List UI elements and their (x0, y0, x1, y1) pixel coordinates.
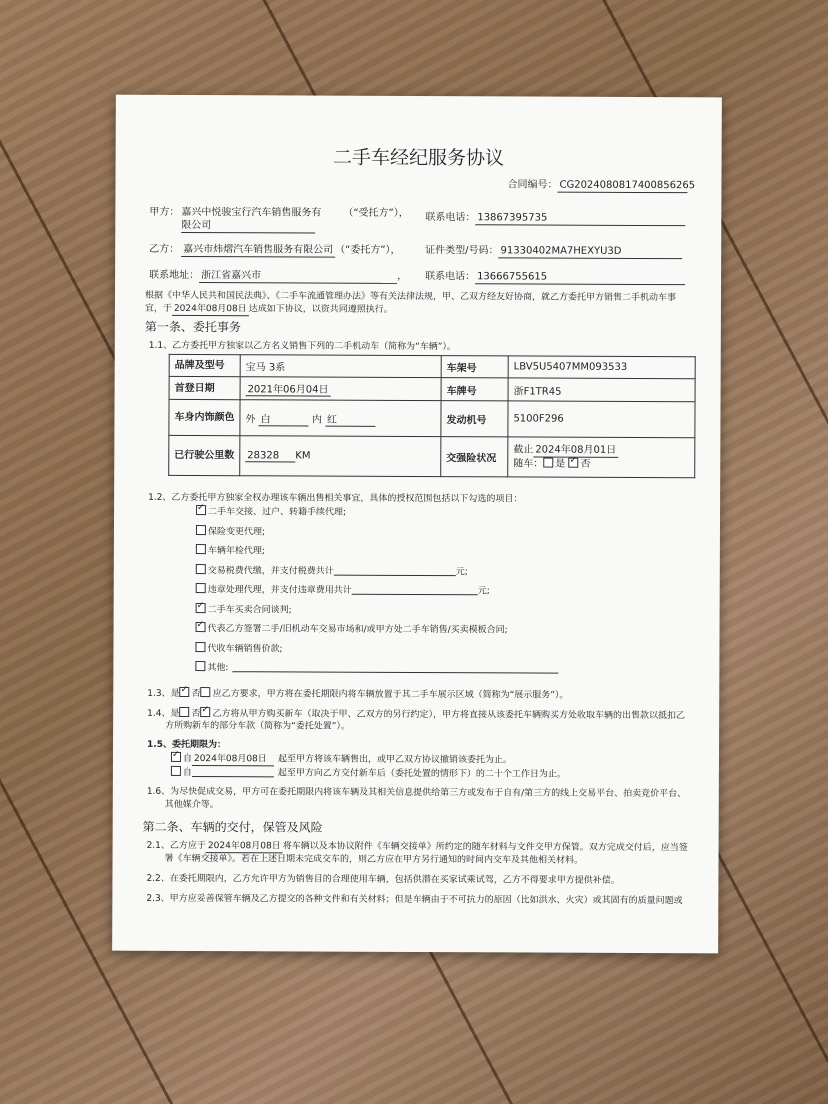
term-text1: 起至甲方将该车辆售出，或甲乙双方协议撤销该委托为止。 (277, 754, 513, 766)
option-checkbox[interactable] (196, 564, 206, 574)
clause-1-3-no-checkbox[interactable] (201, 687, 211, 697)
clause-1-3 (147, 687, 568, 702)
insurance-label: 交强险状况 (441, 437, 508, 477)
list-item (195, 622, 558, 643)
no-label: 否 (191, 709, 201, 720)
vin-label: 车架号 (441, 356, 508, 378)
party-b-phone (425, 270, 685, 285)
party-b-address-label: 联系地址： (149, 269, 200, 282)
contract-number (507, 178, 696, 193)
clause-2-3: 2.3、甲方应妥善保管车辆及乙方提交的各种文件和有关材料；但是车辆由于不可抗力的原因（比如洪水、火灾）或其固有的质量问题或 (146, 893, 683, 907)
from-label: 自 (182, 767, 192, 779)
clause-1-4-yes-checkbox[interactable] (179, 707, 189, 717)
list-item (196, 525, 559, 546)
clause-1-3-yes-checkbox[interactable] (180, 687, 190, 697)
table-row (169, 435, 695, 477)
party-b-name-row (181, 243, 400, 258)
reg-date-label: 首登日期 (169, 376, 240, 399)
plate-label: 车牌号 (441, 378, 508, 401)
insurance-date: 2024年08月01日 (533, 444, 618, 458)
clause-text: 将车辆以及本协议附件《车辆交接单》所约定的随车材料与文件交甲方保管。双方完成交付后，应当签 (282, 841, 688, 854)
engine-value: 5100F296 (508, 401, 695, 438)
int-color-prefix: 内 (311, 414, 322, 426)
clause-2-2: 2.2、在委托期限内，乙方允许甲方为销售目的合理使用车辆，包括供潜在买家试乘试驾，乙方不得要求甲方提供补偿。 (146, 873, 620, 886)
clause-1-2: 1.2、乙方委托甲方独家全权办理该车辆出售相关事宜，具体的授权范围包括以下勾选的项目： (148, 492, 523, 505)
clause-1-5-option1 (171, 752, 512, 767)
delivery-date: 2024年08月08日 (206, 840, 283, 853)
clause-2-1-line2: 署《车辆交接单》。若在上述日期未完成交车的，则乙方应在甲方另行通知的时间内交车及其他相关材料。 (164, 853, 584, 866)
vehicle-table (168, 354, 696, 478)
option-checkbox[interactable] (196, 622, 206, 632)
option-suffix: 元; (455, 566, 468, 577)
term-date2-field[interactable] (192, 766, 274, 777)
clause-1-5-heading: 1.5、委托期限为： (147, 739, 227, 751)
list-item (196, 564, 559, 585)
clause-num: 1.3、 (147, 688, 171, 699)
preamble-date: 2024年08月08日 (172, 303, 249, 316)
with-car-yes-checkbox[interactable] (543, 458, 553, 468)
clause-text: 乙方将从甲方购买新车（取决于甲、乙双方的另行约定），甲方将直接从该委托车辆购买方处收取车辆的出售款以抵扣乙 (212, 709, 686, 722)
reg-date-value: 2021年06月04日 (246, 380, 331, 396)
term-start-date[interactable]: 2024年08月08日 (192, 753, 274, 766)
mileage-value: 28328 (245, 450, 295, 462)
other-field[interactable] (232, 661, 558, 673)
brand-value: 宝马 3系 (240, 355, 441, 378)
party-b-address-comma: ， (397, 270, 408, 282)
document-title: 二手车经纪服务协议 (333, 146, 505, 170)
party-b-phone-value: 13666755615 (475, 270, 685, 285)
party-b-phone-label: 联系电话： (425, 271, 476, 283)
no-label: 否 (191, 689, 201, 700)
party-a-label: 甲方： (149, 206, 180, 218)
with-car-no: 否 (580, 458, 591, 470)
option-label: 违章处理代理，并支付违章费用共计 (207, 585, 352, 596)
violation-amount-field[interactable] (352, 584, 478, 596)
option-checkbox[interactable] (196, 583, 206, 593)
party-a-name-line2: 限公司 (181, 219, 212, 232)
option-checkbox[interactable] (196, 603, 206, 613)
party-a-name-underline (181, 232, 315, 234)
with-car-label: 随车： (513, 458, 544, 470)
mileage-label: 已行驶公里数 (169, 435, 240, 475)
ext-color-prefix: 外 (245, 413, 256, 425)
clause-1-6-line2: 其他媒介等。 (164, 799, 219, 811)
list-item (196, 505, 559, 526)
party-a-phone-value: 13867395735 (475, 211, 685, 226)
preamble-line2 (145, 303, 393, 317)
option-label: 保险变更代理; (207, 526, 266, 537)
engine-label: 发动机号 (441, 401, 508, 437)
term-option2-checkbox[interactable] (171, 766, 181, 776)
mileage-cell (240, 436, 441, 477)
option-checkbox[interactable] (196, 525, 206, 535)
preamble-line2-prefix: 宜，于 (144, 303, 172, 314)
party-a-name-line1: 嘉兴中悦骏宝行汽车销售服务有 (181, 206, 322, 219)
option-label: 车辆年检代理; (207, 546, 265, 557)
reg-date-cell (240, 377, 441, 401)
party-b-id (425, 244, 682, 259)
with-car-no-checkbox[interactable] (568, 458, 578, 468)
contract-number-value: CG2024080817400856265 (557, 179, 687, 194)
yes-label: 是 (170, 688, 180, 699)
option-checkbox[interactable] (196, 544, 206, 554)
section1-heading: 第一条、委托事务 (144, 319, 241, 335)
party-b-role: （“委托方”）， (335, 244, 401, 256)
option-label: 代表乙方签署二手/旧机动车交易市场和/或甲方处二手车销售/买卖模板合同; (207, 624, 508, 636)
option-checkbox[interactable] (195, 642, 205, 652)
color-cell (240, 400, 441, 437)
party-b-id-label: 证件类型/号码： (425, 245, 499, 257)
mileage-unit: KM (295, 449, 311, 462)
brand-label: 品牌及型号 (169, 354, 240, 376)
clause-num: 1.4、 (147, 708, 171, 719)
preamble-line2-suffix: 达成如下协议，以资共同遵照执行。 (248, 304, 393, 315)
option-suffix: 元; (477, 586, 490, 597)
table-row (169, 354, 695, 378)
option-label: 代收车辆销售价款; (207, 643, 283, 654)
option-list (195, 505, 559, 682)
party-b-address-value: 浙江省嘉兴市 (199, 269, 397, 284)
yes-label: 是 (170, 708, 180, 719)
tax-amount-field[interactable] (334, 564, 456, 576)
party-b-address (149, 269, 407, 284)
table-row (169, 399, 695, 437)
contract-paper (112, 95, 722, 954)
term-text2: 起至甲方向乙方交付新车后（委托处置的情形下）的二十个工作日为止。 (277, 768, 566, 780)
preamble-line1: 根据《中华人民共和国民法典》、《二手车流通管理办法》等有关法律法规，甲、乙双方经友好协商，就乙方委托甲方销售二手机动车事 (144, 290, 677, 304)
party-b-name: 嘉兴市炜熠汽车销售服务有限公司 (181, 243, 335, 258)
clause-1-1: 1.1、乙方委托甲方独家以乙方名义销售下列的二手机动车（简称为“车辆”）。 (148, 340, 456, 353)
party-a-role: （“受托方”）， (343, 207, 409, 219)
party-a-phone-label: 联系电话： (425, 212, 476, 224)
clause-1-4-line2: 方所购新车的部分车款（简称为“委托处置”）。 (165, 720, 350, 732)
clause-1-5-option2 (171, 766, 566, 781)
clause-1-4-no-checkbox[interactable] (201, 707, 211, 717)
party-b-id-value: 91330402MA7HEXYU3D (499, 244, 683, 259)
table-row (169, 376, 695, 401)
option-label: 交易税费代缴，并支付税费共计 (207, 565, 334, 577)
with-car-yes: 是 (555, 458, 566, 470)
option-checkbox[interactable] (195, 661, 205, 671)
party-a-phone (425, 211, 685, 226)
color-label: 车身内饰颜色 (169, 399, 240, 435)
insurance-prefix: 截止 (513, 444, 534, 456)
party-b-label: 乙方： (149, 243, 180, 255)
contract-number-label: 合同编号： (507, 179, 558, 191)
vin-value: LBV5U5407MM093533 (508, 356, 695, 379)
option-checkbox[interactable] (196, 505, 206, 515)
option-label: 二手车买卖合同谈判; (207, 604, 292, 615)
ext-color-value: 白 (259, 410, 309, 426)
list-item (196, 544, 559, 565)
option-label: 二手车交接、过户、转籍手续代理; (208, 507, 347, 518)
clause-text: 应乙方要求，甲方将在委托期限内将车辆放置于其二手车展示区域（简称为“展示服务”）。 (212, 689, 569, 701)
list-item (195, 642, 558, 663)
from-label: 自 (182, 753, 193, 765)
section2-heading: 第二条、车辆的交付，保管及风险 (142, 819, 323, 835)
plate-value: 浙F1TR45 (508, 378, 695, 402)
term-option1-checkbox[interactable] (171, 752, 181, 762)
list-item (195, 661, 558, 682)
clause-1-6-line1: 1.6、为尽快促成交易，甲方可在委托期限内将该车辆及其相关信息提供给第三方或发布于自有/第三方的线上交易平台、拍卖竞价平台、 (146, 786, 687, 800)
clause-prefix: 2.1、乙方应于 (146, 840, 206, 852)
int-color-value: 红 (325, 410, 375, 426)
list-item (196, 583, 559, 604)
list-item (196, 603, 559, 624)
option-label: 其他: (207, 663, 229, 674)
insurance-cell (508, 437, 695, 478)
